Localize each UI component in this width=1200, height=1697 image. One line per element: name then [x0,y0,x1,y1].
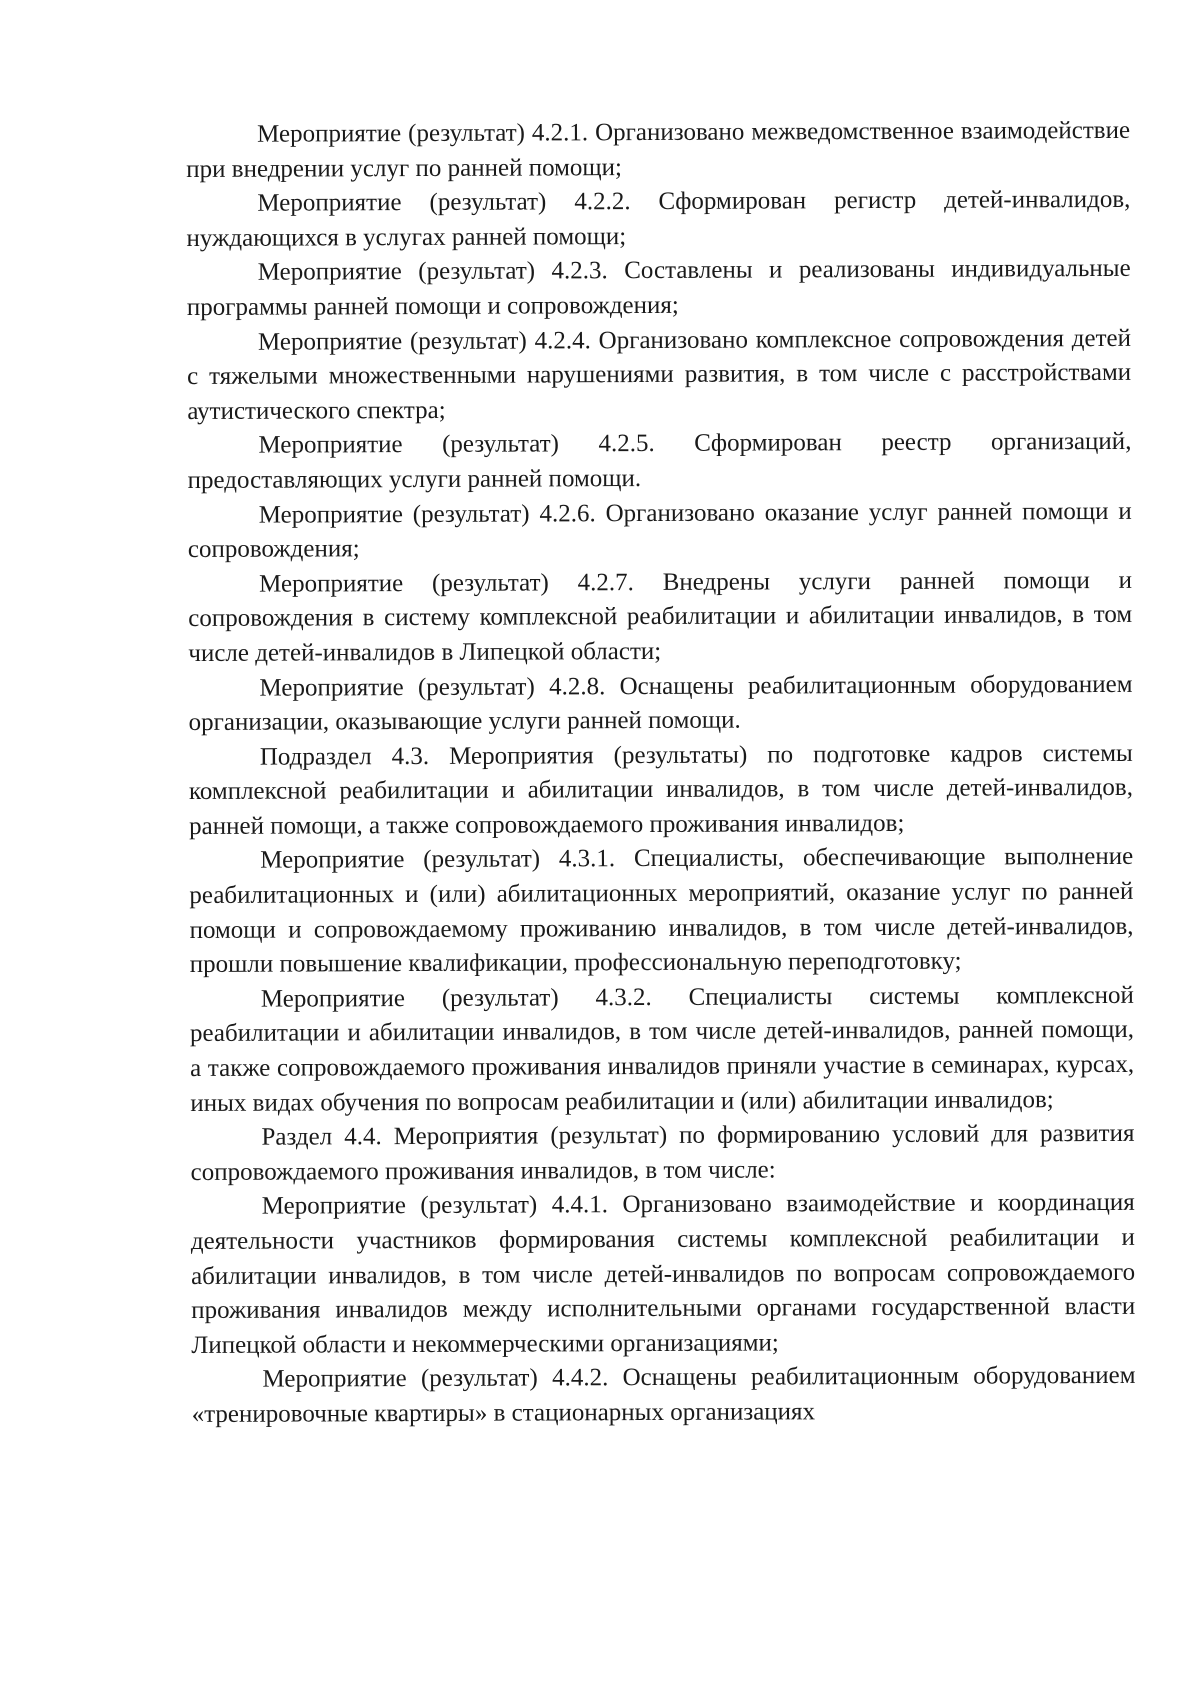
paragraph-4-2-8: Мероприятие (результат) 4.2.8. Оснащены реабилитационным оборудованием организации, оказывающие услуги ранней помощи. [188,670,1133,737]
paragraph-4-3-2: Мероприятие (результат) 4.3.2. Специалисты системы комплексной реабилитации и абилитации инвалидов, в том числе детей-инвалидов, ранней помощи, а также сопровождаемого проживания инвалидов приняли участие в семинарах, курсах, иных видах обучения по вопросам реабилитации и (или) абилитации инвалидов; [189,981,1135,1117]
section-4-4-heading: Раздел 4.4. Мероприятия (результат) по формированию условий для развития сопровождаемого проживания инвалидов, в том числе: [190,1120,1135,1186]
document-page [186,114,1136,1433]
paragraph-4-2-5: Мероприятие (результат) 4.2.5. Сформирован реестр организаций, предоставляющих услуги ранней помощи. [187,428,1132,494]
paragraph-4-3-1: Мероприятие (результат) 4.3.1. Специалисты, обеспечивающие выполнение реабилитационных и (или) абилитационных мероприятий, оказание услуг по ранней помощи и сопровождаемому проживанию инвалидов, в том числе детей-инвалидов, прошли повышение квалификации, профессиональную переподготовку; [189,843,1134,979]
paragraph-4-2-4: Мероприятие (результат) 4.2.4. Организовано комплексное сопровождения детей с тяжелыми множественными нарушениями развития, в том числе с расстройствами аутистического спектра; [187,324,1132,425]
paragraph-4-2-2: Мероприятие (результат) 4.2.2. Сформирован регистр детей-инвалидов, нуждающихся в услугах ранней помощи; [186,186,1131,252]
paragraph-4-2-6: Мероприятие (результат) 4.2.6. Организовано оказание услуг ранней помощи и сопровождения; [187,497,1132,564]
paragraph-4-4-2: Мероприятие (результат) 4.4.2. Оснащены реабилитационным оборудованием «тренировочные квартиры» в стационарных организациях [191,1362,1136,1428]
paragraph-4-2-1: Мероприятие (результат) 4.2.1. Организовано межведомственное взаимодействие при внедрении услуг по ранней помощи; [186,116,1131,183]
paragraph-4-4-1: Мероприятие (результат) 4.4.1. Организовано взаимодействие и координация деятельности участников формирования системы комплексной реабилитации и абилитации инвалидов, в том числе детей-инвалидов по вопросам сопровождаемого проживания инвалидов между исполнительными органами государственной власти Липецкой области и некоммерческими организациями; [190,1189,1136,1359]
paragraph-4-2-3: Мероприятие (результат) 4.2.3. Составлены и реализованы индивидуальные программы ранней помощи и сопровождения; [186,255,1131,321]
paragraph-4-2-7: Мероприятие (результат) 4.2.7. Внедрены услуги ранней помощи и сопровождения в систему комплексной реабилитации и абилитации инвалидов, в том числе детей-инвалидов в Липецкой области; [188,566,1133,667]
subsection-4-3-heading: Подраздел 4.3. Мероприятия (результаты) по подготовке кадров системы комплексной реабилитации и абилитации инвалидов, в том числе детей-инвалидов, ранней помощи, а также сопровождаемого проживания инвалидов; [188,739,1133,840]
